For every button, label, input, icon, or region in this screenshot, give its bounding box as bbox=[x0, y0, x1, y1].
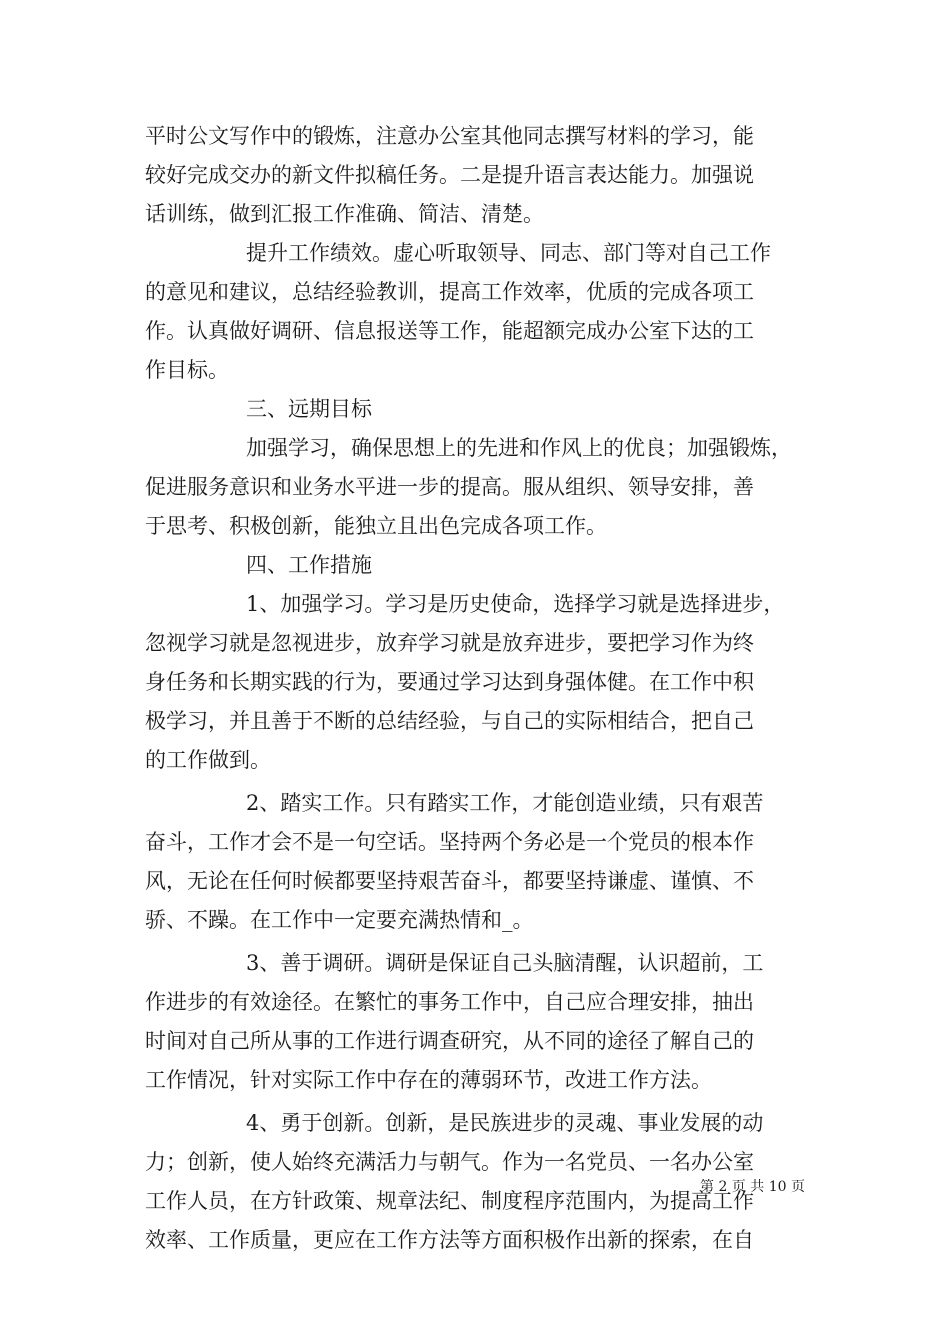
text-line: 奋斗，工作才会不是一句空话。坚持两个务必是一个党员的根本作 bbox=[145, 830, 754, 854]
text-line: 四、工作措施 bbox=[246, 553, 372, 577]
document-body bbox=[145, 117, 810, 1260]
text-line: 工作情况，针对实际工作中存在的薄弱环节，改进工作方法。 bbox=[145, 1068, 712, 1092]
text-line: 提升工作绩效。虚心听取领导、同志、部门等对自己工作 bbox=[246, 241, 771, 265]
text-line: 忽视学习就是忽视进步，放弃学习就是放弃进步，要把学习作为终 bbox=[145, 631, 754, 655]
text-line: 工作人员，在方针政策、规章法纪、制度程序范围内，为提高工作 bbox=[145, 1189, 754, 1213]
page-footer: 第 2 页 共 10 页 bbox=[700, 1179, 805, 1195]
text-line: 话训练，做到汇报工作准确、简洁、清楚。 bbox=[145, 202, 544, 226]
text-line: 风，无论在任何时候都要坚持艰苦奋斗，都要坚持谦虚、谨慎、不 bbox=[145, 869, 754, 893]
text-line: 骄、不躁。在工作中一定要充满热情和_。 bbox=[145, 908, 534, 932]
text-line: 作目标。 bbox=[145, 358, 229, 382]
text-line: 时间对自己所从事的工作进行调查研究，从不同的途径了解自己的 bbox=[145, 1029, 754, 1053]
text-line: 三、远期目标 bbox=[246, 397, 372, 421]
text-line: 加强学习，确保思想上的先进和作风上的优良；加强锻炼， bbox=[246, 436, 792, 460]
text-line: 效率、工作质量，更应在工作方法等方面积极作出新的探索，在自 bbox=[145, 1228, 754, 1252]
text-line: 促进服务意识和业务水平进一步的提高。服从组织、领导安排，善 bbox=[145, 475, 754, 499]
text-line: 平时公文写作中的锻炼，注意办公室其他同志撰写材料的学习，能 bbox=[145, 124, 754, 148]
text-line: 较好完成交办的新文件拟稿任务。二是提升语言表达能力。加强说 bbox=[145, 163, 754, 187]
text-line: 极学习，并且善于不断的总结经验，与自己的实际相结合，把自己 bbox=[145, 709, 754, 733]
text-line: 4、勇于创新。创新，是民族进步的灵魂、事业发展的动 bbox=[246, 1111, 764, 1135]
text-line: 的工作做到。 bbox=[145, 748, 271, 772]
text-line: 作进步的有效途径。在繁忙的事务工作中，自己应合理安排，抽出 bbox=[145, 990, 754, 1014]
text-line: 于思考、积极创新，能独立且出色完成各项工作。 bbox=[145, 514, 607, 538]
text-line: 的意见和建议，总结经验教训，提高工作效率，优质的完成各项工 bbox=[145, 280, 754, 304]
text-line: 身任务和长期实践的行为，要通过学习达到身强体健。在工作中积 bbox=[145, 670, 754, 694]
text-line: 3、善于调研。调研是保证自己头脑清醒，认识超前，工 bbox=[246, 951, 764, 975]
text-line: 1、加强学习。学习是历史使命，选择学习就是选择进步， bbox=[246, 592, 785, 616]
text-line: 2、踏实工作。只有踏实工作，才能创造业绩，只有艰苦 bbox=[246, 791, 764, 815]
text-line: 作。认真做好调研、信息报送等工作，能超额完成办公室下达的工 bbox=[145, 319, 754, 343]
text-line: 力；创新，使人始终充满活力与朝气。作为一名党员、一名办公室 bbox=[145, 1150, 754, 1174]
